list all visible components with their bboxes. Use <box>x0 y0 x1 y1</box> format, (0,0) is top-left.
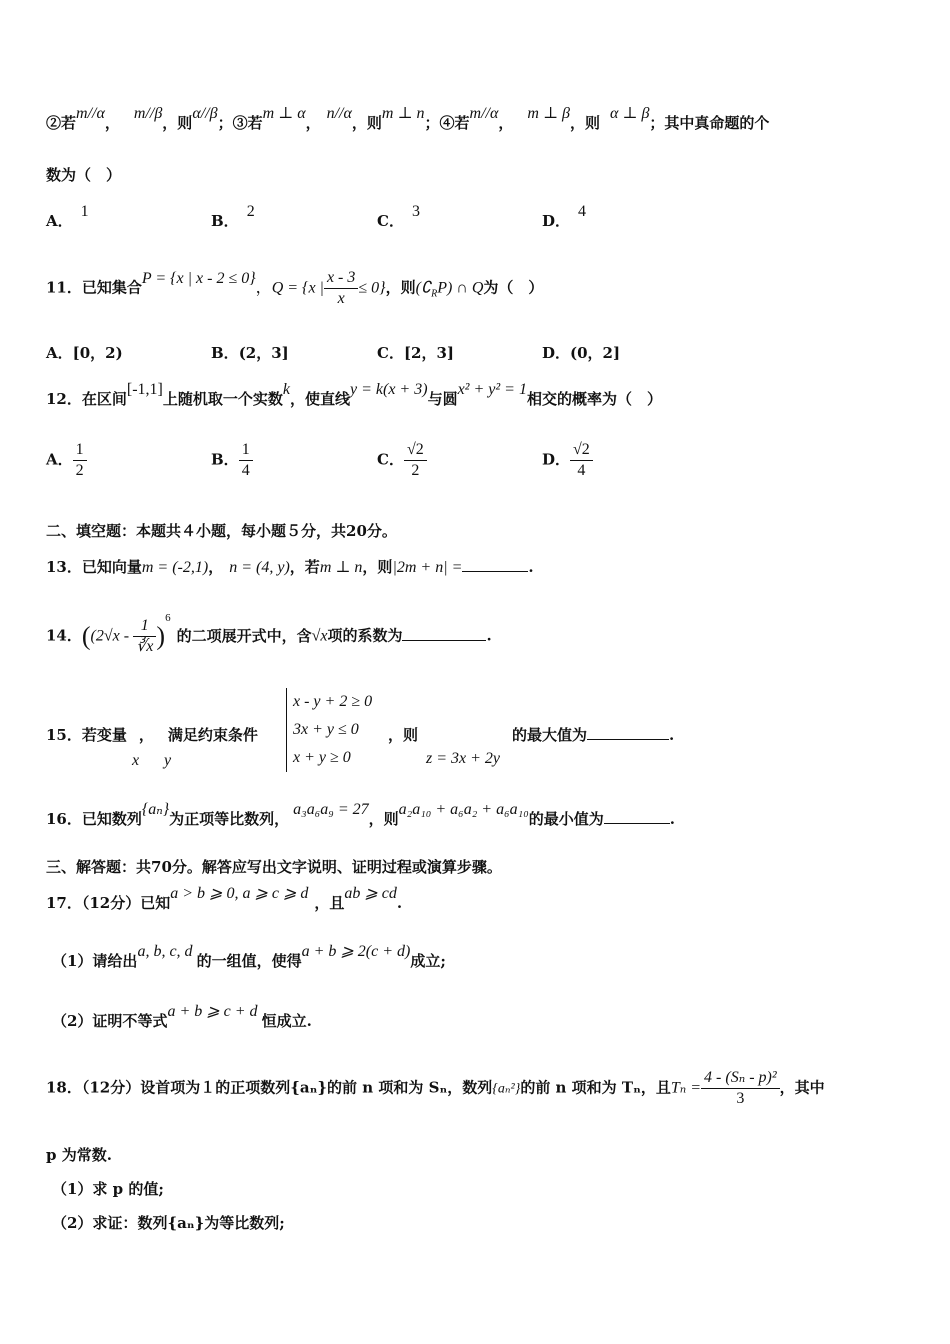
q10-option-a[interactable]: A．1 <box>46 203 89 230</box>
section-2-heading: 二、填空题：本题共４小题，每小题５分，共20分。 <box>46 522 397 540</box>
q15-answer-blank[interactable] <box>587 739 669 740</box>
q17-statement: 17．（12分）已知a > b ⩾ 0, a ⩾ c ⩾ d，且ab ⩾ cd. <box>46 885 403 912</box>
q15-constraint-1: x - y + 2 ≥ 0 <box>293 693 373 710</box>
q12-option-b[interactable]: B． $\frac{1}{4}$ <box>211 440 253 481</box>
q17-part-2: （2）证明不等式a + b ⩾ c + d恒成立. <box>52 1003 312 1030</box>
q15-constraint-2: 3x + y ≤ 0 <box>293 721 359 738</box>
q10-option-b[interactable]: B．2 <box>211 203 255 230</box>
q12-statement: 12．在区间[-1,1]上随机取一个实数k，使直线y = k(x + 3)与圆x² + y² = 1相交的概率为（ ） <box>46 381 662 408</box>
q10-statement-line2: 数为（ ） <box>46 166 122 184</box>
q10-option-c[interactable]: C．3 <box>377 203 420 230</box>
q15-constraint-system <box>286 688 372 772</box>
q13-answer-blank[interactable] <box>462 571 528 572</box>
q14-statement: 14．((2√x - $\frac{1}{∛x}$ )$^6$的二项展开式中，含√x项的系数为 . <box>46 611 492 655</box>
q15-then: ，则 <box>388 726 419 744</box>
section-3-heading: 三、解答题：共70分。解答应写出文字说明、证明过程或演算步骤。 <box>46 858 502 876</box>
q18-part-2: （2）求证：数列{aₙ}为等比数列; <box>52 1214 285 1232</box>
q10-statement-line1: ②若m//α，m//β，则α//β；③若m ⊥ α，n//α，则m ⊥ n；④若m//α，m ⊥ β，则α ⊥ β；其中真命题的个 <box>46 105 770 132</box>
q11-option-b[interactable]: B．(2，3] <box>211 344 289 362</box>
q11-option-c[interactable]: C．[2，3] <box>377 344 455 362</box>
q12-option-c[interactable]: C． $\frac{√2}{2}$ <box>377 440 427 481</box>
q13-statement: 13．已知向量m = (-2,1)， n = (4, y)，若m ⊥ n，则|2m + n| = . <box>46 558 534 576</box>
q18-part-1: （1）求 p 的值; <box>52 1180 164 1198</box>
q12-option-d[interactable]: D． $\frac{√2}{4}$ <box>542 440 593 481</box>
q10-option-d[interactable]: D．4 <box>542 203 587 230</box>
q15-var-x: x <box>132 752 140 769</box>
q15-statement-left: 15．若变量 ， 满足约束条件 <box>46 726 258 744</box>
q14-answer-blank[interactable] <box>402 640 486 641</box>
q15-var-y: y <box>164 752 172 769</box>
q15-constraint-3: x + y ≥ 0 <box>293 749 351 766</box>
q11-option-a[interactable]: A．[0，2) <box>46 344 123 362</box>
q11-option-d[interactable]: D．(0，2] <box>542 344 621 362</box>
q12-option-a[interactable]: A． $\frac{1}{2}$ <box>46 440 87 481</box>
q18-statement-line2: p 为常数. <box>46 1146 112 1164</box>
q16-statement: 16．已知数列{aₙ}为正项等比数列，a₃a₆a₉ = 27，则a₂a₁₀ + a₆a₂ + a₆a₁₀的最小值为 . <box>46 801 676 828</box>
q16-answer-blank[interactable] <box>604 823 670 824</box>
q18-statement: 18．（12分）设首项为１的正项数列{aₙ}的前 n 项和为 Sₙ，数列{aₙ²}的前 n 项和为 Tₙ，且Tₙ = $\frac{\text{4 - (Sₙ - p)²}}{3}$ ，其中 <box>46 1069 825 1107</box>
q15-tail: 的最大值为 . <box>512 726 675 744</box>
q11-statement: 11．已知集合P = {x | x - 2 ≤ 0}，Q = {x | $\frac{x - 3}{x}$ ≤ 0}，则$(∁_RP)$ ∩ Q为（ ） <box>46 269 544 307</box>
q15-objective: z = 3x + 2y <box>426 750 501 767</box>
q17-part-1: （1）请给出a, b, c, d的一组值，使得a + b ⩾ 2(c + d)成立; <box>52 943 446 970</box>
